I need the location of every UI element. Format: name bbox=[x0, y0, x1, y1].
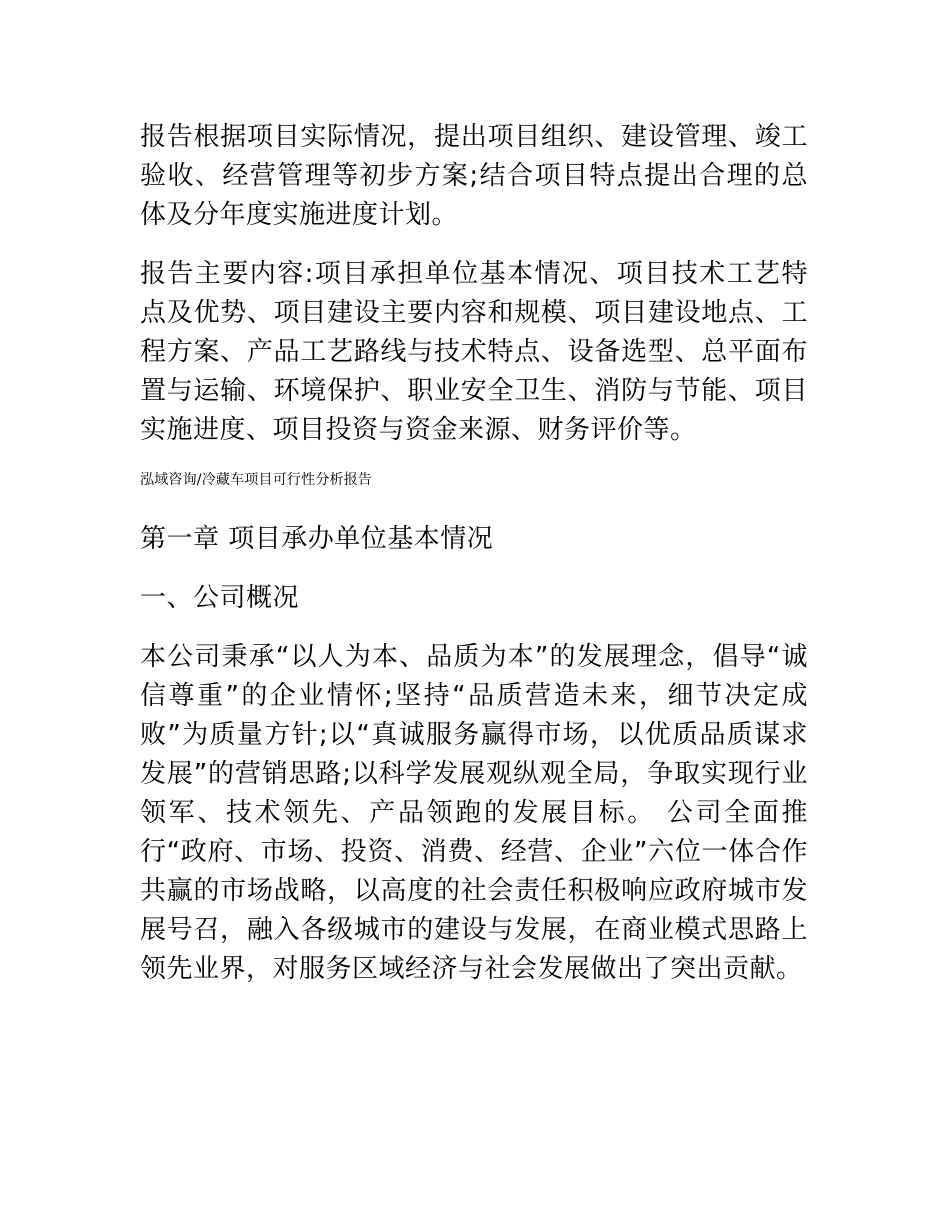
document-page bbox=[140, 118, 808, 989]
running-header: 泓域咨询/冷藏车项目可行性分析报告 bbox=[140, 472, 373, 488]
paragraph-plan-summary: 报告根据项目实际情况，提出项目组织、建设管理、竣工验收、经营管理等初步方案;结合项目特点提出合理的总体及分年度实施进度计划。 bbox=[140, 122, 808, 230]
chapter-title: 第一章 项目承办单位基本情况 bbox=[140, 524, 494, 554]
section-title: 一、公司概况 bbox=[140, 583, 300, 613]
paragraph-main-contents: 报告主要内容:项目承担单位基本情况、项目技术工艺特点及优势、项目建设主要内容和规模、项目建设地点、工程方案、产品工艺路线与技术特点、设备选型、总平面布置与运输、环境保护、职业安全卫生、消防与节能、项目实施进度、项目投资与资金来源、财务评价等。 bbox=[140, 259, 808, 445]
paragraph-company-overview: 本公司秉承“以人为本、品质为本”的发展理念，倡导“诚信尊重”的企业情怀;坚持“品质营造未来，细节决定成败”为质量方针;以“真诚服务赢得市场，以优质品质谋求发展”的营销思路;以科学发展观纵观全局，争取实现行业领军、技术领先、产品领跑的发展目标。 公司全面推行“政府、市场、投资、消费、经营、企业”六位一体合作共赢的市场战略，以高度的社会责任积极响应政府城市发展号召，融入各级城市的建设与发展，在商业模式思路上领先业界，对服务区域经济与社会发展做出了突出贡献。 bbox=[140, 642, 808, 984]
